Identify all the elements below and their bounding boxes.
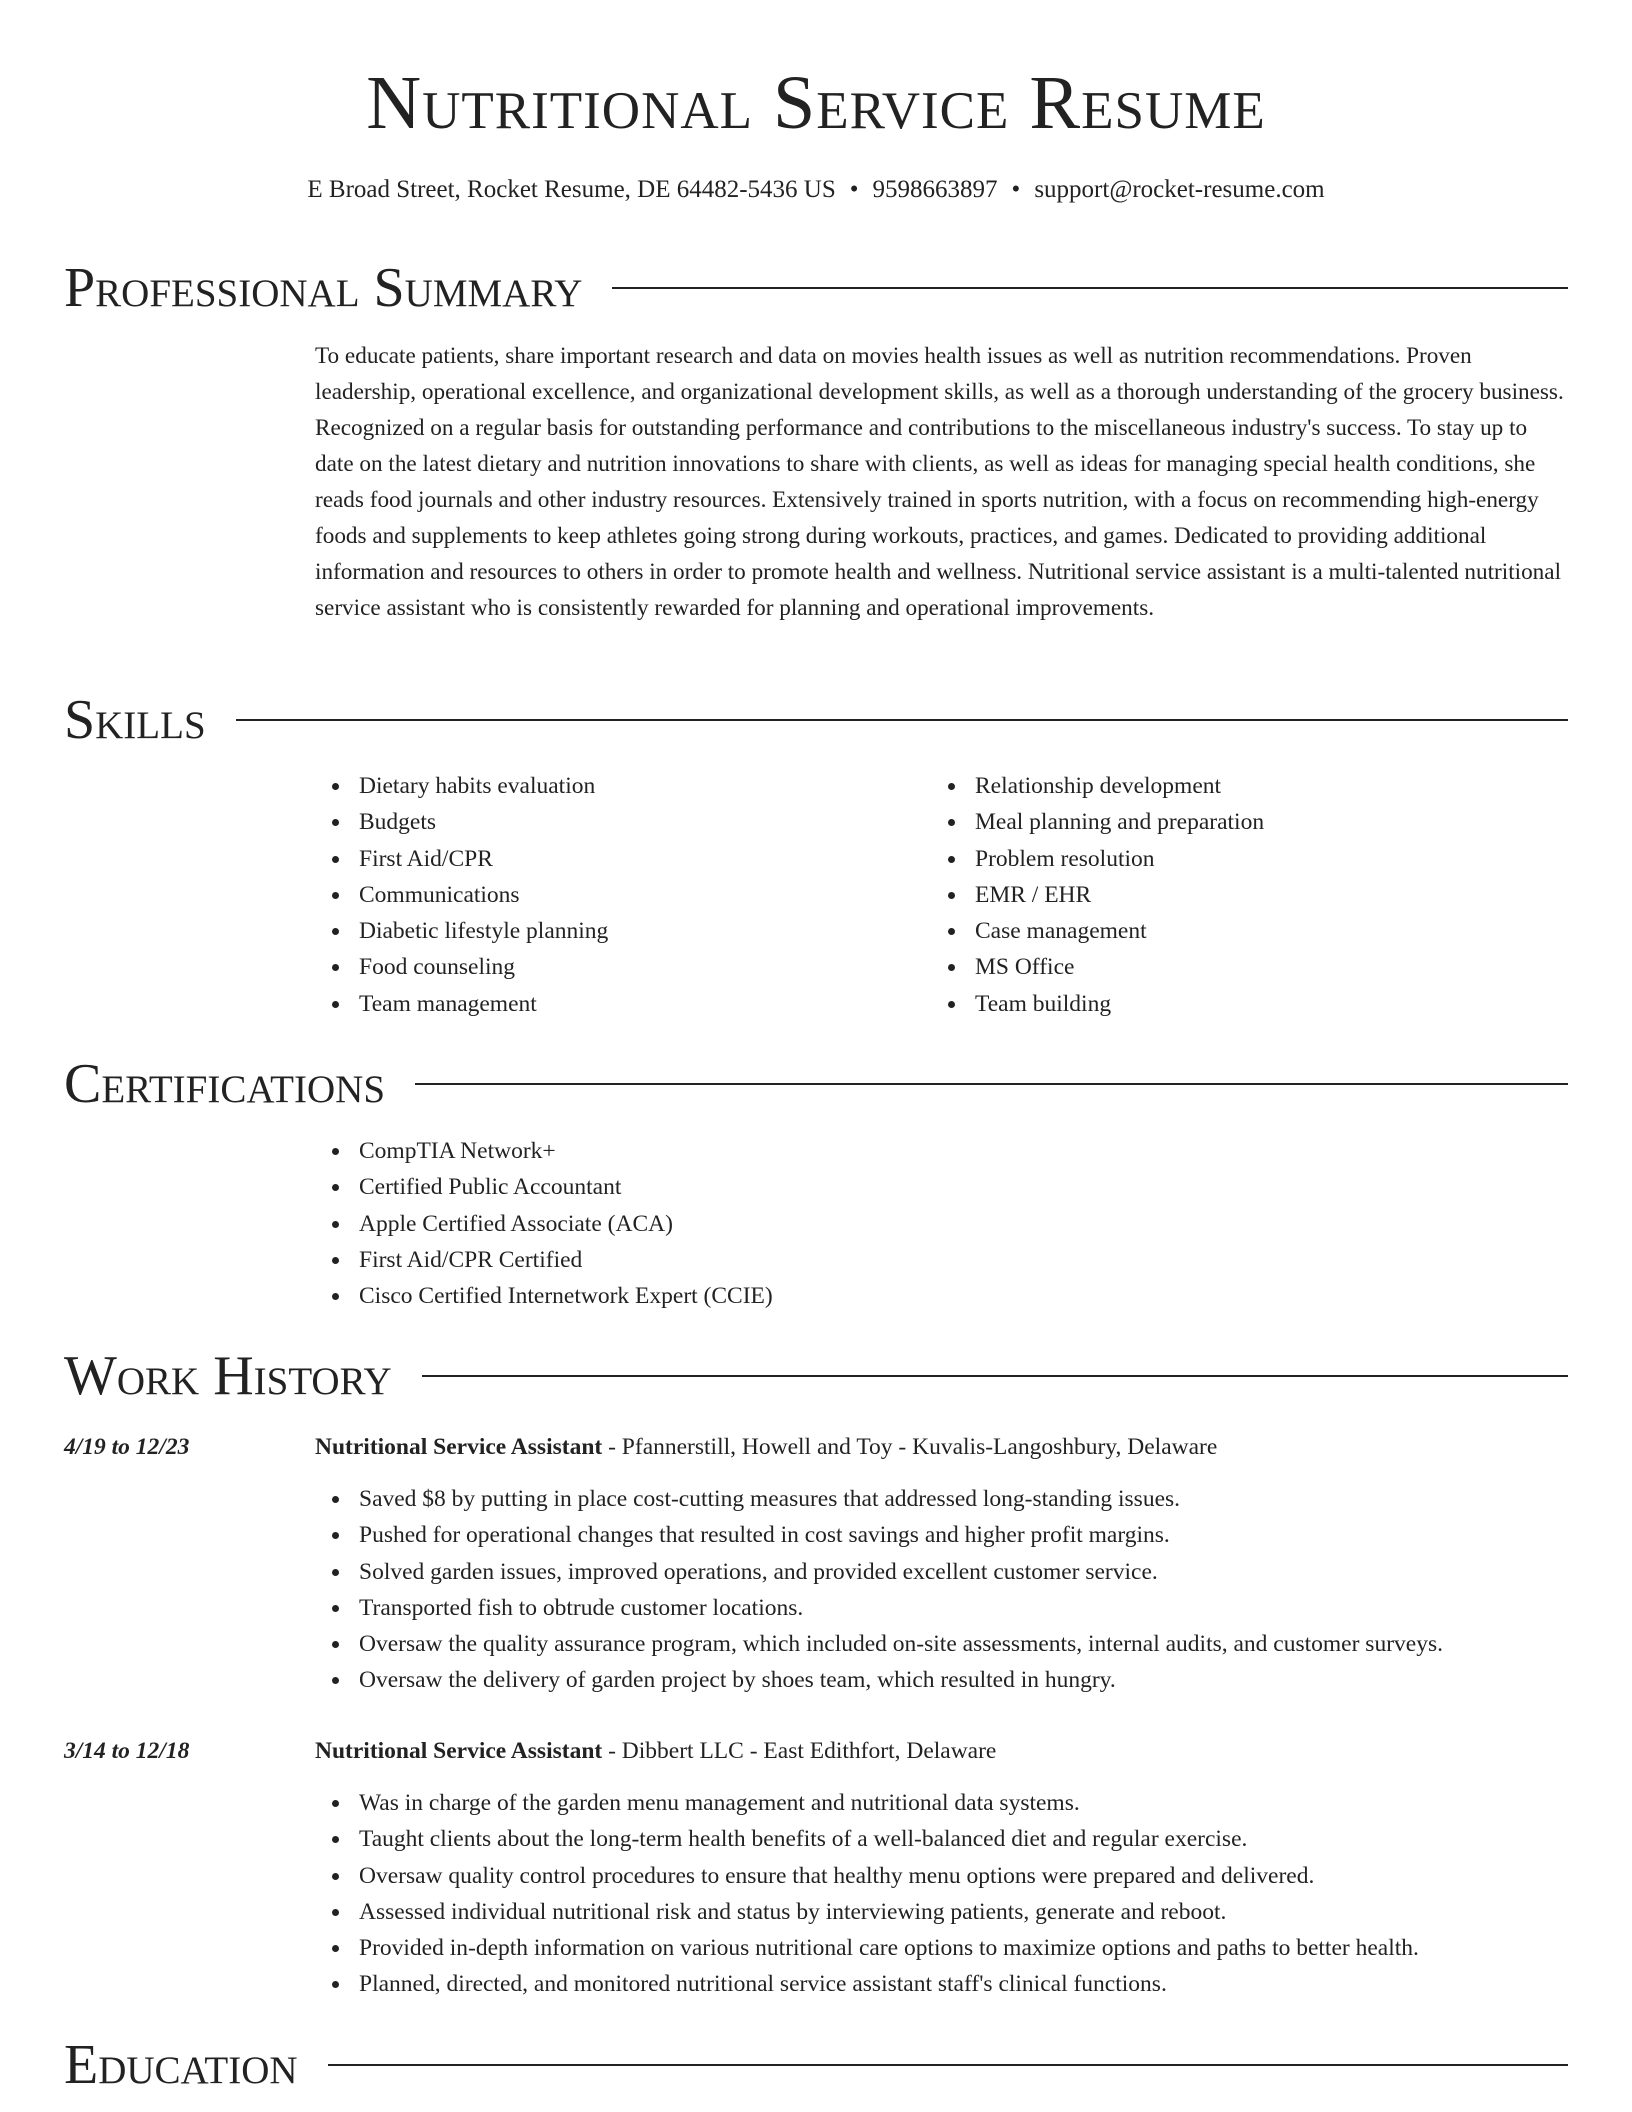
section-heading-work-history: [64, 1341, 1568, 1411]
contact-separator: •: [1011, 176, 1021, 203]
certifications-list: [315, 1133, 773, 1314]
job-employer: - Pfannerstill, Howell and Toy - Kuvalis-Langoshbury, Delaware: [602, 1434, 1218, 1460]
list-item: Oversaw quality control procedures to ensure that healthy menu options were prepared and delivered.: [315, 1858, 1419, 1894]
contact-line: [0, 173, 1632, 207]
list-item: Diabetic lifestyle planning: [315, 913, 608, 949]
list-item: Problem resolution: [931, 841, 1264, 877]
list-item: First Aid/CPR: [315, 841, 608, 877]
job-header: [315, 1734, 996, 1768]
list-item: Saved $8 by putting in place cost-cutting measures that addressed long-standing issues.: [315, 1481, 1443, 1517]
contact-address: E Broad Street, Rocket Resume, DE 64482-5436 US: [307, 176, 836, 203]
list-item: Apple Certified Associate (ACA): [315, 1206, 773, 1242]
list-item: Certified Public Accountant: [315, 1169, 773, 1205]
list-item: MS Office: [931, 949, 1264, 985]
list-item: Team management: [315, 986, 608, 1022]
job-bullets: [315, 1785, 1419, 2003]
list-item: Cisco Certified Internetwork Expert (CCIE): [315, 1278, 773, 1314]
job-dates: 3/14 to 12/18: [64, 1738, 190, 1764]
section-heading-summary: [64, 253, 1568, 323]
list-item: Solved garden issues, improved operations, and provided excellent customer service.: [315, 1554, 1443, 1590]
list-item: Communications: [315, 877, 608, 913]
list-item: Dietary habits evaluation: [315, 768, 608, 804]
job-employer: - Dibbert LLC - East Edithfort, Delaware: [602, 1738, 997, 1764]
list-item: Oversaw the quality assurance program, which included on-site assessments, internal audits, and customer surveys.: [315, 1626, 1443, 1662]
section-divider: [612, 287, 1568, 289]
list-item: Budgets: [315, 804, 608, 840]
section-title: Work History: [64, 1345, 392, 1407]
section-title: Skills: [64, 689, 206, 751]
list-item: EMR / EHR: [931, 877, 1264, 913]
contact-phone: 9598663897: [872, 176, 998, 203]
section-title: Certifications: [64, 1053, 386, 1115]
list-item: Food counseling: [315, 949, 608, 985]
list-item: Provided in-depth information on various nutritional care options to maximize options and paths to better health.: [315, 1930, 1419, 1966]
list-item: First Aid/CPR Certified: [315, 1242, 773, 1278]
list-item: Taught clients about the long-term health benefits of a well-balanced diet and regular exercise.: [315, 1821, 1419, 1857]
contact-email: support@rocket-resume.com: [1034, 176, 1325, 203]
list-item: Planned, directed, and monitored nutritional service assistant staff's clinical functions.: [315, 1966, 1419, 2002]
list-item: Team building: [931, 986, 1264, 1022]
section-divider: [236, 719, 1568, 721]
section-title: Education: [64, 2034, 298, 2096]
list-item: Relationship development: [931, 768, 1264, 804]
summary-text: To educate patients, share important research and data on movies health issues as well as nutrition recommendations. Proven leadership, operational excellence, and organizational development skills, as well as a thorough understanding of the grocery business. Recognized on a regular basis for outstanding performance and contributions to the miscellaneous industry's success. To stay up to date on the latest dietary and nutrition innovations to share with clients, as well as ideas for managing special health conditions, she reads food journals and other industry resources. Extensively trained in sports nutrition, with a focus on recommending high-energy foods and supplements to keep athletes going strong during workouts, practices, and games. Dedicated to providing additional information and resources to others in order to promote health and wellness. Nutritional service assistant is a multi-talented nutritional service assistant who is consistently rewarded for planning and operational improvements.: [315, 343, 1564, 621]
job-header: [315, 1430, 1217, 1464]
list-item: CompTIA Network+: [315, 1133, 773, 1169]
list-item: Case management: [931, 913, 1264, 949]
list-item: Pushed for operational changes that resulted in cost savings and higher profit margins.: [315, 1517, 1443, 1553]
section-heading-skills: [64, 685, 1568, 755]
contact-separator: •: [849, 176, 859, 203]
job-title: Nutritional Service Assistant: [315, 1434, 603, 1460]
section-title: Professional Summary: [64, 257, 583, 319]
job-dates: 4/19 to 12/23: [64, 1434, 190, 1460]
section-heading-certifications: [64, 1049, 1568, 1119]
job-bullets: [315, 1481, 1443, 1699]
list-item: Meal planning and preparation: [931, 804, 1264, 840]
list-item: Was in charge of the garden menu management and nutritional data systems.: [315, 1785, 1419, 1821]
skills-list-left: [315, 768, 608, 1022]
list-item: Oversaw the delivery of garden project by shoes team, which resulted in hungry.: [315, 1662, 1443, 1698]
section-divider: [422, 1375, 1568, 1377]
resume-title: Nutritional Service Resume: [366, 61, 1266, 145]
section-heading-education: [64, 2030, 1568, 2100]
list-item: Transported fish to obtrude customer locations.: [315, 1590, 1443, 1626]
skills-list-right: [931, 768, 1264, 1022]
section-divider: [415, 1083, 1568, 1085]
section-divider: [328, 2064, 1568, 2066]
list-item: Assessed individual nutritional risk and status by interviewing patients, generate and reboot.: [315, 1894, 1419, 1930]
job-title: Nutritional Service Assistant: [315, 1738, 603, 1764]
